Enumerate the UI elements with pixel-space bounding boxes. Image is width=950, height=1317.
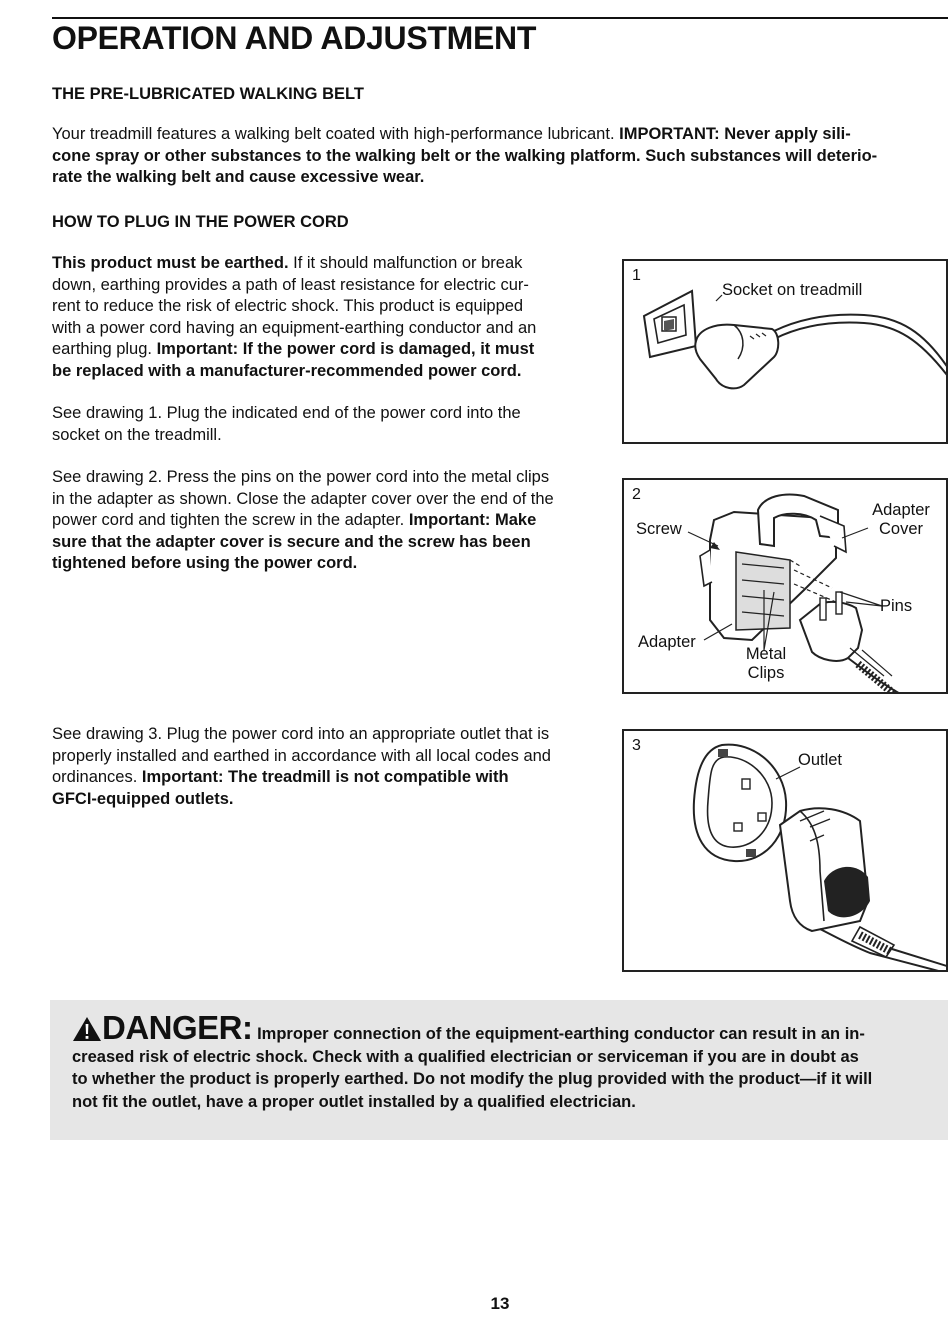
earthing-paragraph	[52, 253, 536, 382]
bold-run: sure that the adapter cover is secure and the screw has been	[52, 532, 531, 551]
figure-3-number: 3	[632, 737, 641, 754]
bold-run: tightened before using the power cord.	[52, 554, 358, 572]
adapter-cover-label	[864, 501, 938, 539]
text-run: power cord and tighten the screw in the adapter.	[52, 511, 409, 529]
text-run: with a power cord having an equipment-earthing conductor and an	[52, 318, 537, 337]
danger-line-1: creased risk of electric shock. Check with a qualified electrician or serviceman if you are in doubt as	[72, 1047, 859, 1066]
figure-1-number: 1	[632, 267, 641, 284]
figure-2-number: 2	[632, 486, 641, 503]
belt-paragraph	[52, 124, 877, 189]
bold-run: GFCI-equipped outlets.	[52, 789, 234, 808]
danger-line-0: Improper connection of the equipment-earthing conductor can result in an in-	[257, 1025, 865, 1043]
text-line	[52, 253, 536, 275]
drawing-3-paragraph	[52, 724, 551, 810]
text-run: See drawing 2. Press the pins on the power cord into the metal clips	[52, 468, 550, 486]
text-line	[52, 467, 554, 489]
metal-clips-label	[738, 645, 794, 683]
outlet-label: Outlet	[798, 751, 843, 769]
bold-run: IMPORTANT: Never apply sili-	[619, 125, 851, 143]
text-run: in the adapter as shown. Close the adapter cover over the end of the	[52, 489, 554, 508]
page-number: 13	[490, 1294, 510, 1313]
drawing-2-paragraph	[52, 467, 554, 575]
warning-triangle-icon	[72, 1016, 102, 1042]
text-run: See drawing 3. Plug the power cord into an appropriate outlet that is	[52, 725, 550, 743]
text-line	[52, 489, 554, 511]
text-run: See drawing 1. Plug the indicated end of the power cord into the	[52, 404, 521, 422]
screw-label: Screw	[636, 520, 682, 538]
text-line	[52, 339, 536, 361]
text-run: ordinances.	[52, 768, 142, 786]
text-line	[52, 403, 521, 425]
adapter-cover-label-line-2: Cover	[878, 520, 923, 538]
text-line	[52, 510, 554, 532]
text-line	[52, 767, 551, 789]
bold-run: cone spray or other substances to the walking belt or the walking platform. Such substances will deterio-	[52, 146, 878, 165]
text-run: socket on the treadmill.	[52, 425, 222, 444]
text-run: rent to reduce the risk of electric shock. This product is equipped	[52, 297, 524, 315]
section-heading-power-cord: HOW TO PLUG IN THE POWER CORD	[52, 213, 349, 231]
text-line	[52, 746, 551, 768]
text-line	[52, 318, 536, 340]
danger-line-3: not fit the outlet, have a proper outlet installed by a qualified electrician.	[72, 1092, 636, 1111]
bold-run: Important: If the power cord is damaged, it must	[156, 340, 535, 358]
text-run: If it should malfunction or break	[288, 254, 523, 272]
drawing-1-paragraph	[52, 403, 521, 446]
socket-on-treadmill-label: Socket on treadmill	[722, 281, 863, 299]
adapter-label: Adapter	[638, 633, 696, 651]
bold-run: rate the walking belt and cause excessive wear.	[52, 168, 425, 186]
danger-line-2: to whether the product is properly earthed. Do not modify the plug provided with the product—if it will	[72, 1070, 873, 1088]
text-line	[52, 146, 877, 168]
metal-clips-label-line-2: Clips	[747, 664, 785, 682]
text-run: down, earthing provides a path of least resistance for electric cur-	[52, 275, 529, 294]
bold-run: Important: The treadmill is not compatible with	[141, 768, 509, 786]
outlet-drawing	[624, 731, 948, 972]
danger-word: DANGER:	[102, 1009, 253, 1046]
text-run: properly installed and earthed in accordance with all local codes and	[52, 746, 551, 765]
pins-label: Pins	[880, 597, 913, 615]
page-title: OPERATION AND ADJUSTMENT	[52, 20, 537, 56]
section-heading-belt: THE PRE-LUBRICATED WALKING BELT	[52, 85, 364, 103]
text-run: earthing plug.	[52, 340, 157, 358]
adapter-cover-label-line-1: Adapter	[872, 501, 930, 519]
text-line	[52, 167, 877, 189]
text-line	[52, 425, 521, 447]
figure-3-outlet	[622, 729, 948, 972]
text-line	[52, 553, 554, 575]
text-run: Your treadmill features a walking belt coated with high-performance lubricant.	[52, 125, 620, 143]
text-line	[52, 275, 536, 297]
text-line	[52, 789, 551, 811]
text-line	[52, 361, 536, 383]
text-line	[52, 532, 554, 554]
text-line	[52, 724, 551, 746]
figure-1-socket	[622, 259, 948, 444]
bold-run: be replaced with a manufacturer-recommended power cord.	[52, 361, 522, 380]
figure-2-adapter	[622, 478, 948, 694]
danger-text	[72, 1009, 932, 1113]
danger-first-line	[72, 1009, 932, 1046]
text-line	[52, 124, 877, 146]
danger-box	[50, 1000, 948, 1140]
bold-run: Important: Make	[408, 511, 537, 529]
bold-run: This product must be earthed.	[52, 254, 289, 272]
text-line	[52, 296, 536, 318]
metal-clips-label-line-1: Metal	[745, 645, 787, 663]
